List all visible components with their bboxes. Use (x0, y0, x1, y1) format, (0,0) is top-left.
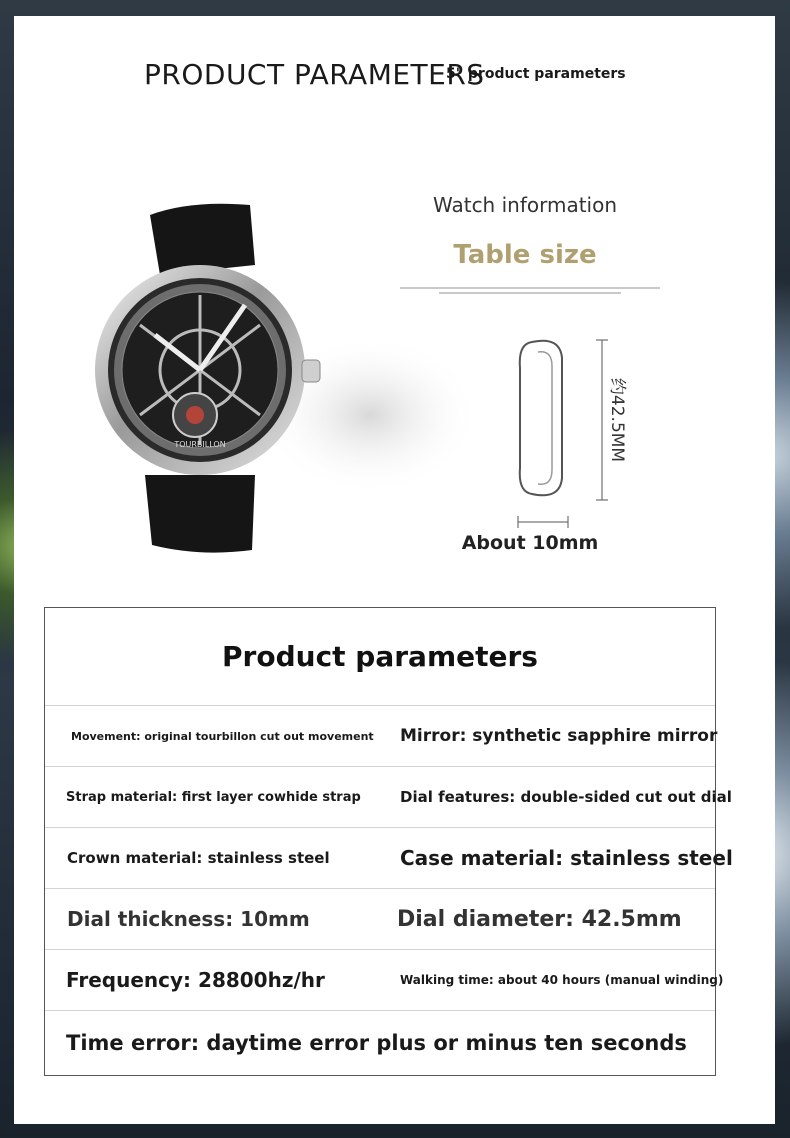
param-strap: Strap material: first layer cowhide strap (66, 789, 361, 805)
param-dial-diameter: Dial diameter: 42.5mm (397, 906, 682, 932)
diameter-label: 约42.5MM (607, 377, 627, 463)
parameters-title: Product parameters (45, 608, 715, 706)
watch-brand-text: TOURBILLON (174, 440, 226, 449)
param-time-error: Time error: daytime error plus or minus ten seconds (66, 1031, 687, 1055)
table-row (45, 950, 724, 1011)
table-row (45, 767, 732, 828)
param-walking-time: Walking time: about 40 hours (manual winding) (400, 973, 724, 987)
table-size-label: Table size (453, 240, 597, 270)
table-row (45, 889, 715, 950)
watch-info-label: Watch information (432, 193, 618, 217)
param-frequency: Frequency: 28800hz/hr (66, 968, 325, 992)
table-row (45, 828, 733, 889)
param-crown: Crown material: stainless steel (67, 849, 330, 867)
fine-print (400, 284, 660, 300)
param-dial-thickness: Dial thickness: 10mm (67, 907, 310, 931)
parameters-table (44, 607, 733, 1076)
side-profile-diagram (490, 318, 630, 518)
thickness-label: About 10mm (461, 532, 599, 554)
param-movement: Movement: original tourbillon cut out movement (71, 729, 374, 743)
page-subtitle: 5" product parameters (446, 66, 626, 82)
thickness-dimension-line (516, 516, 570, 528)
page-title: PRODUCT PARAMETERS (144, 58, 485, 91)
param-dial-features: Dial features: double-sided cut out dial (400, 788, 732, 806)
param-mirror: Mirror: synthetic sapphire mirror (400, 726, 718, 746)
param-case: Case material: stainless steel (400, 846, 733, 870)
table-row (45, 706, 718, 767)
table-row (45, 1011, 715, 1075)
